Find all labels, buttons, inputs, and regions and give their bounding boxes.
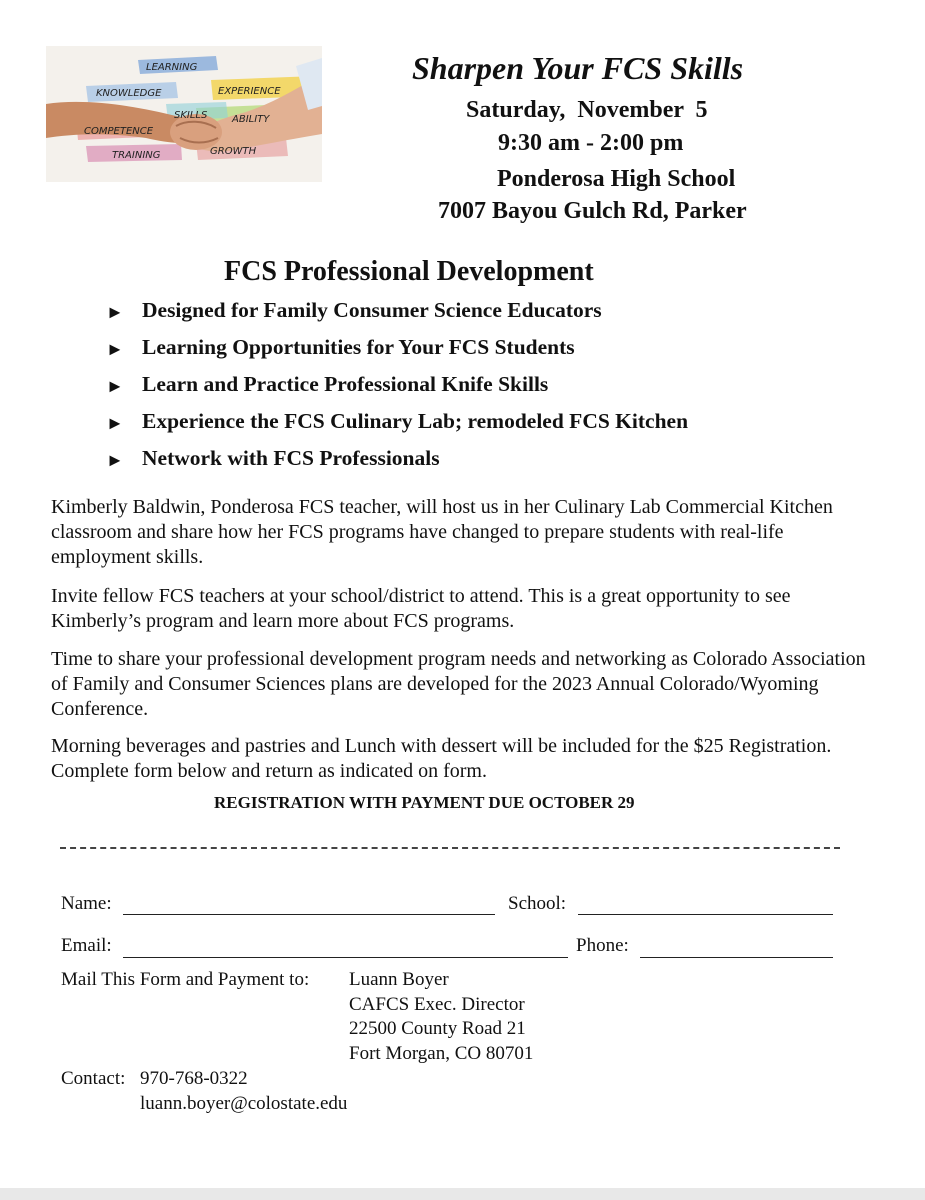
contact-email[interactable]: luann.boyer@colostate.edu [140,1093,348,1114]
cut-line-divider [60,847,840,849]
svg-text:KNOWLEDGE: KNOWLEDGE [96,88,162,99]
contact-label: Contact: [61,1068,126,1089]
handshake-skills-image [46,46,322,182]
feature-item [106,372,688,409]
event-venue: Ponderosa High School [497,166,736,192]
svg-text:TRAINING: TRAINING [112,150,161,161]
mail-address-block [349,968,533,1066]
svg-text:COMPETENCE: COMPETENCE [84,126,154,137]
feature-text: Learning Opportunities for Your FCS Students [142,335,575,359]
meals-paragraph: Morning beverages and pastries and Lunch with dessert will be included for the $25 Registration. Complete form below and return as indicated on form. [51,735,832,782]
mail-recipient: Luann Boyer [349,969,449,990]
event-time: 9:30 am - 2:00 pm [498,130,684,156]
feature-list [106,298,688,483]
mail-street: 22500 County Road 21 [349,1018,526,1039]
svg-text:EXPERIENCE: EXPERIENCE [218,86,281,97]
page-bottom-edge [0,1188,925,1200]
feature-item [106,335,688,372]
host-paragraph: Kimberly Baldwin, Ponderosa FCS teacher, will host us in her Culinary Lab Commercial Kitchen classroom and share how her FCS programs have changed to prepare students with real-life employment skills. [51,496,833,568]
phone-field-line[interactable] [640,957,833,958]
section-heading: FCS Professional Development [224,256,594,287]
phone-label: Phone: [576,935,629,956]
svg-text:SKILLS: SKILLS [174,110,208,121]
invite-paragraph: Invite fellow FCS teachers at your school/district to attend. This is a great opportunity to see Kimberly’s program and learn more about FCS programs. [51,585,791,632]
name-field-line[interactable] [123,914,495,915]
triangle-bullet-icon: ► [106,450,124,470]
triangle-bullet-icon: ► [106,339,124,359]
triangle-bullet-icon: ► [106,376,124,396]
svg-text:LEARNING: LEARNING [146,62,198,73]
svg-text:GROWTH: GROWTH [210,146,257,157]
feature-text: Learn and Practice Professional Knife Skills [142,372,549,396]
mail-title: CAFCS Exec. Director [349,993,525,1015]
email-label: Email: [61,935,112,956]
mail-city: Fort Morgan, CO 80701 [349,1042,534,1064]
name-label: Name: [61,893,112,914]
svg-text:ABILITY: ABILITY [232,114,270,125]
feature-item [106,446,688,483]
event-address: 7007 Bayou Gulch Rd, Parker [438,198,747,224]
feature-item [106,409,688,446]
registration-due-notice: REGISTRATION WITH PAYMENT DUE OCTOBER 29 [214,793,635,812]
feature-text: Experience the FCS Culinary Lab; remodeled FCS Kitchen [142,409,689,433]
feature-text: Network with FCS Professionals [142,446,440,470]
school-field-line[interactable] [578,914,833,915]
mail-to-label: Mail This Form and Payment to: [61,969,310,990]
networking-paragraph: Time to share your professional development program needs and networking as Colorado Association of Family and Consumer Sciences plans are developed for the 2023 Annual Colorado/Wyoming Conference. [51,648,866,720]
triangle-bullet-icon: ► [106,302,124,322]
event-title: Sharpen Your FCS Skills [412,50,744,86]
event-date: Saturday, November 5 [466,97,708,123]
contact-phone: 970-768-0322 [140,1068,248,1089]
email-field-line[interactable] [123,957,568,958]
feature-item [106,298,688,335]
triangle-bullet-icon: ► [106,413,124,433]
feature-text: Designed for Family Consumer Science Educators [142,298,602,322]
school-label: School: [508,893,567,914]
